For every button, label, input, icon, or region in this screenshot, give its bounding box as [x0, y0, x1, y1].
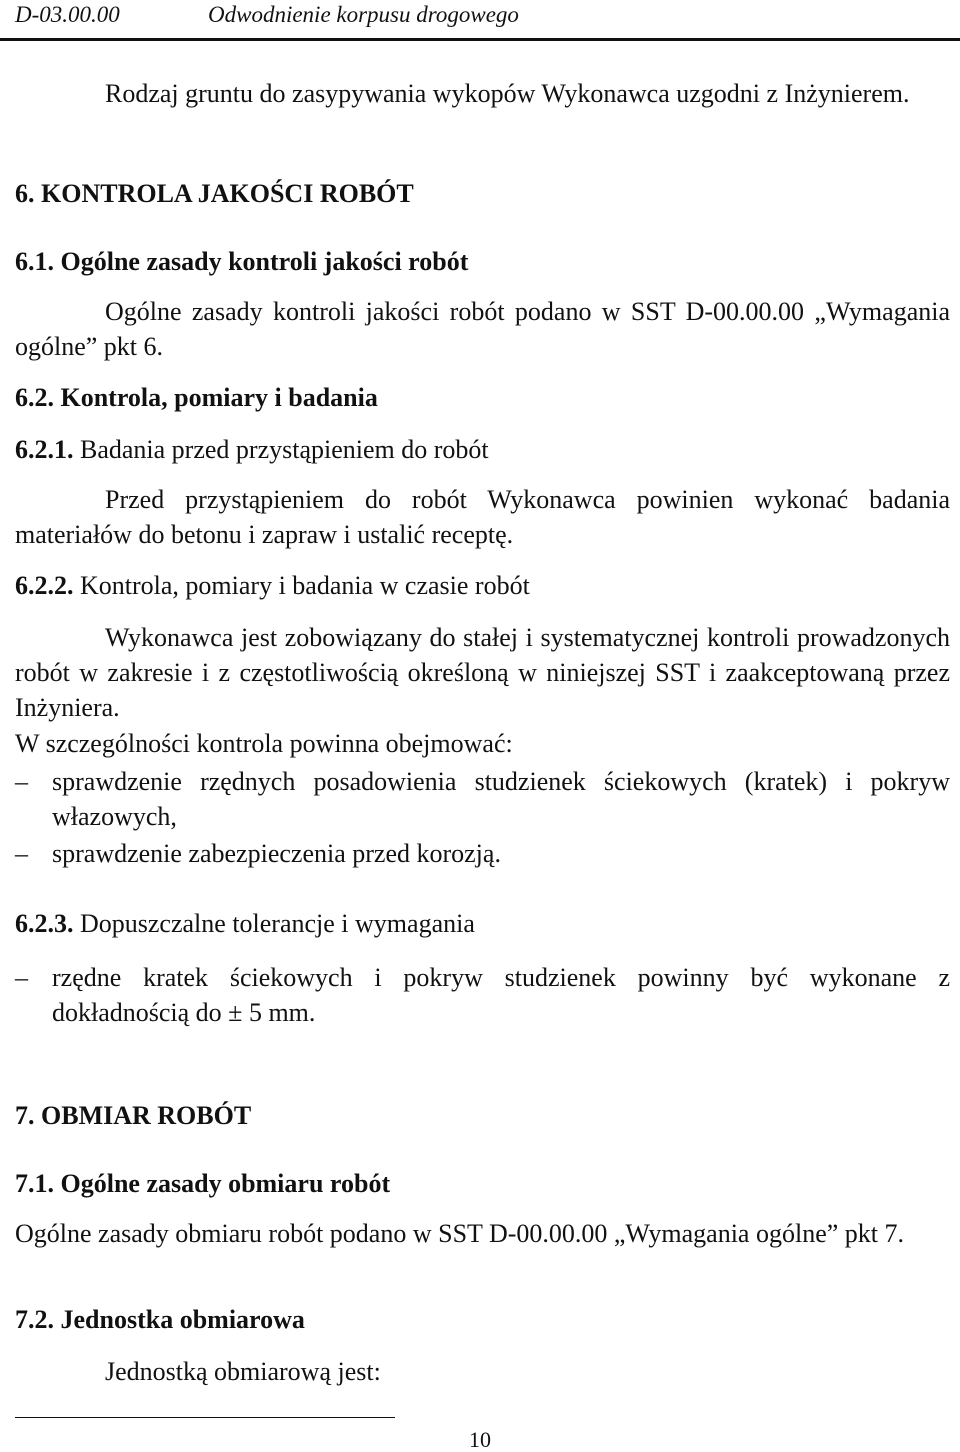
section-6-2-2-number: 6.2.2. — [15, 571, 74, 600]
section-6-2-3-number: 6.2.3. — [15, 909, 74, 938]
document-title: Odwodnienie korpusu drogowego — [208, 2, 519, 27]
section-7-2-text: Jednostką obmiarową jest: — [105, 1357, 381, 1386]
header-divider — [0, 38, 960, 41]
footer-divider — [15, 1417, 395, 1418]
dash-bullet: – — [15, 767, 28, 796]
list-item-text: rzędne kratek ściekowych i pokryw studzienek powinny być wykonane z dokładnością do ± 5 mm. — [52, 963, 950, 1027]
section-6-2-2-heading — [15, 568, 950, 603]
section-7-2-heading: 7.2. Jednostka obmiarowa — [15, 1305, 305, 1334]
section-6-1-heading: 6.1. Ogólne zasady kontroli jakości robót — [15, 247, 469, 276]
section-6-1-text: Ogólne zasady kontroli jakości robót podano w SST D-00.00.00 „Wymagania ogólne” pkt 6. — [15, 297, 950, 361]
section-6-2-heading: 6.2. Kontrola, pomiary i badania — [15, 383, 378, 412]
intro-paragraph: Rodzaj gruntu do zasypywania wykopów Wykonawca uzgodni z Inżynierem. — [105, 79, 910, 108]
section-6-2-2-lead: W szczególności kontrola powinna obejmować: — [15, 729, 513, 758]
section-6-2-2-text: Wykonawca jest zobowiązany do stałej i systematycznej kontroli prowadzonych robót w zakresie i z częstotliwością określoną w niniejszej SST i zaakceptowaną przez Inżyniera. — [15, 623, 950, 722]
list-item — [15, 764, 950, 834]
page-header — [15, 0, 955, 34]
list-item-text: sprawdzenie zabezpieczenia przed korozją. — [52, 839, 501, 868]
dash-bullet: – — [15, 963, 28, 992]
page-number: 10 — [469, 1427, 491, 1452]
dash-bullet: – — [15, 839, 28, 868]
section-6-2-3-title: Dopuszczalne tolerancje i wymagania — [80, 909, 475, 938]
section-7-1-heading: 7.1. Ogólne zasady obmiaru robót — [15, 1169, 391, 1198]
section-6-2-2-title: Kontrola, pomiary i badania w czasie robót — [80, 571, 530, 600]
section-6-heading: 6. KONTROLA JAKOŚCI ROBÓT — [15, 179, 414, 208]
section-6-2-3-heading — [15, 906, 950, 941]
section-6-2-1-heading — [15, 432, 950, 467]
section-7-heading: 7. OBMIAR ROBÓT — [15, 1101, 252, 1130]
list-item — [15, 960, 950, 1030]
section-6-2-1-number: 6.2.1. — [15, 435, 74, 464]
section-6-2-1-text: Przed przystąpieniem do robót Wykonawca powinien wykonać badania materiałów do betonu i zapraw i ustalić receptę. — [15, 485, 950, 549]
section-6-2-1-title: Badania przed przystąpieniem do robót — [80, 435, 489, 464]
document-code: D-03.00.00 — [15, 2, 120, 27]
list-item-text: sprawdzenie rzędnych posadowienia studzienek ściekowych (kratek) i pokryw włazowych, — [52, 767, 950, 831]
section-7-1-text: Ogólne zasady obmiaru robót podano w SST D-00.00.00 „Wymagania ogólne” pkt 7. — [15, 1219, 905, 1248]
list-item — [15, 836, 950, 871]
